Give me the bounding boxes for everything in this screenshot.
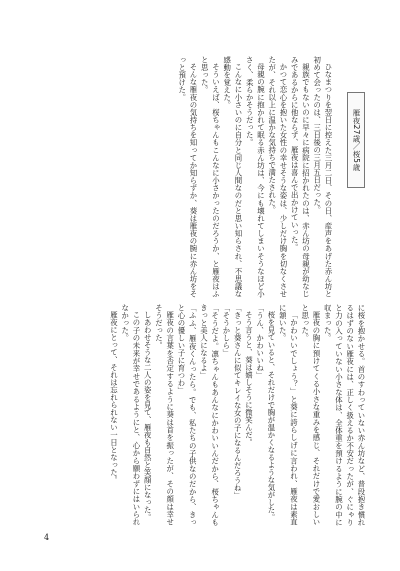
paragraph: しあわせそうな二人の姿を見て、雁夜も自然と笑顔になった。	[143, 311, 153, 522]
paragraph: そんな雁夜の気持ちを知ってか知らずか、葵は雁夜の腕に赤ん坊をそっと預けた。	[177, 56, 198, 298]
dialogue-line: 「きっと葵さんに似てキレイな女の子になるんだろうね」	[233, 304, 243, 499]
paragraph: この子の未来が幸せであるようにと、心から願わずにはいられなかった。	[120, 304, 141, 526]
paragraph: かつて恋心を抱いた女性の幸せそうな姿は、少しだけ胸を切なくさせたが、それ以上に温かな気持ちで満たされた。	[267, 56, 288, 298]
paragraph: に桜を抱かせる。首のすわっていない赤ん坊など、普段抱き慣れるはずのない雁夜には、正しく扱えるか不安だったが、ぐにゃりと力の入っていない小さな体は、全体重を預けるように腕の中に収まった。	[323, 304, 366, 526]
paragraph: 桜を見ていると、それだけで胸が温かくなるような気がした。	[267, 311, 276, 522]
dialogue-line: 「ふふ、雁夜くんったら。でも、私たちの子供なのだから、きっと心の優しい子に育つわ」	[177, 304, 198, 526]
section-label: 雁夜27歳／桜5歳	[347, 92, 365, 188]
paragraph: 雁夜の言葉を否定するように葵は首を振ったが、その顔は幸せそうだった。	[154, 304, 175, 526]
dialogue-line: 「そうかしら」	[222, 304, 231, 357]
paragraph: 雁夜の胸に預けてくる小さな重みを感じ、それだけで愛おしいと思った。	[300, 304, 321, 526]
paragraph: そう言うと、葵は嬉しそうに微笑んだ。	[244, 311, 254, 447]
paragraph: 「かわいいでしょう？」と葵に誇らしげに言われ、雁夜は素直に頷いた。	[278, 304, 299, 526]
paragraph: 雁夜にとって、それは忘れられない一日となった。	[109, 311, 119, 484]
dialogue-line: 「うん、かわいいね」	[255, 304, 265, 379]
paragraph: こんなに小さいのに自分と同じ人間なのだと思い知らされ、不思議な感動を覚えた。	[222, 56, 243, 298]
paragraph: 親族でもないのに早々に病院に招かれたのは、赤ん坊の母親が幼なじみであるからに他ならず、雁夜は喜んで出かけていった。	[290, 56, 311, 298]
text-column-bottom	[44, 304, 367, 526]
dialogue-line: 「そうだよ。凛ちゃんもあんなにかわいいんだから、桜ちゃんもきっと美人になるよ」	[199, 304, 220, 526]
text-column-top	[46, 56, 334, 298]
paragraph: ひなまつりを翌日に控えた三月二日、その日、産声をあげた赤ん坊と初めて会ったのは、三日後の三月五日だった。	[312, 56, 333, 298]
page-number: 4	[44, 533, 50, 542]
paragraph: そういえば、桜ちゃんもこんなに小さかったのだろうか、と雁夜はふと思った。	[200, 56, 221, 298]
paragraph: 母親の腕に抱かれて眠る赤ん坊は、今にも壊れてしまいそうなほど小さく、柔らかそうだった。	[245, 56, 266, 298]
